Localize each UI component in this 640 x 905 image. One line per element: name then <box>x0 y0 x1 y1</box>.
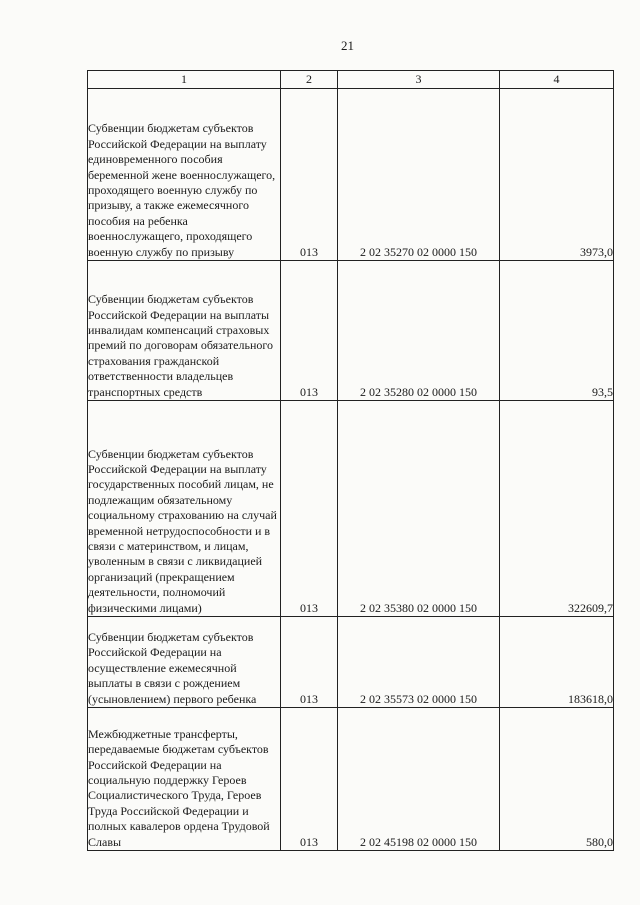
budget-table <box>87 70 614 851</box>
row-name: Субвенции бюджетам субъектов Российской Федерации на выплату государственных пособий лицам, не подлежащим обязательному социальному страхованию на случай временной нетрудоспособности и в связи с материнством, и лицам, уволенным в связи с ликвидацией организаций (прекращением деятельности, полномочий физическими лицами) <box>88 401 281 617</box>
row-admin-code: 013 <box>281 617 338 708</box>
row-name: Субвенции бюджетам субъектов Российской Федерации на выплату единовременного пособия беременной жене военнослужащего, проходящего военную службу по призыву, а также ежемесячного пособия на ребенка военнослужащего, проходящего военную службу по призыву <box>88 89 281 261</box>
row-budget-code: 2 02 35280 02 0000 150 <box>338 261 500 401</box>
table-row <box>88 401 614 617</box>
header-col-4: 4 <box>500 71 614 89</box>
header-col-3: 3 <box>338 71 500 89</box>
row-admin-code: 013 <box>281 261 338 401</box>
row-amount: 93,5 <box>500 261 614 401</box>
row-budget-code: 2 02 35380 02 0000 150 <box>338 401 500 617</box>
row-budget-code: 2 02 35270 02 0000 150 <box>338 89 500 261</box>
row-amount: 183618,0 <box>500 617 614 708</box>
row-amount: 3973,0 <box>500 89 614 261</box>
row-name: Межбюджетные трансферты, передаваемые бюджетам субъектов Российской Федерации на социальную поддержку Героев Социалистического Труда, Героев Труда Российской Федерации и полных кавалеров ордена Трудовой Славы <box>88 708 281 851</box>
page-number: 21 <box>341 38 354 53</box>
row-admin-code: 013 <box>281 89 338 261</box>
row-amount: 580,0 <box>500 708 614 851</box>
row-amount: 322609,7 <box>500 401 614 617</box>
row-budget-code: 2 02 45198 02 0000 150 <box>338 708 500 851</box>
table-row <box>88 617 614 708</box>
header-col-1: 1 <box>88 71 281 89</box>
row-name: Субвенции бюджетам субъектов Российской Федерации на осуществление ежемесячной выплаты в связи с рождением (усыновлением) первого ребенка <box>88 617 281 708</box>
row-budget-code: 2 02 35573 02 0000 150 <box>338 617 500 708</box>
row-admin-code: 013 <box>281 401 338 617</box>
table-row <box>88 261 614 401</box>
header-col-2: 2 <box>281 71 338 89</box>
table-row <box>88 708 614 851</box>
header-row <box>88 71 614 89</box>
row-admin-code: 013 <box>281 708 338 851</box>
table-row <box>88 89 614 261</box>
row-name: Субвенции бюджетам субъектов Российской Федерации на выплаты инвалидам компенсаций страховых премий по договорам обязательного страхования гражданской ответственности владельцев транспортных средств <box>88 261 281 401</box>
